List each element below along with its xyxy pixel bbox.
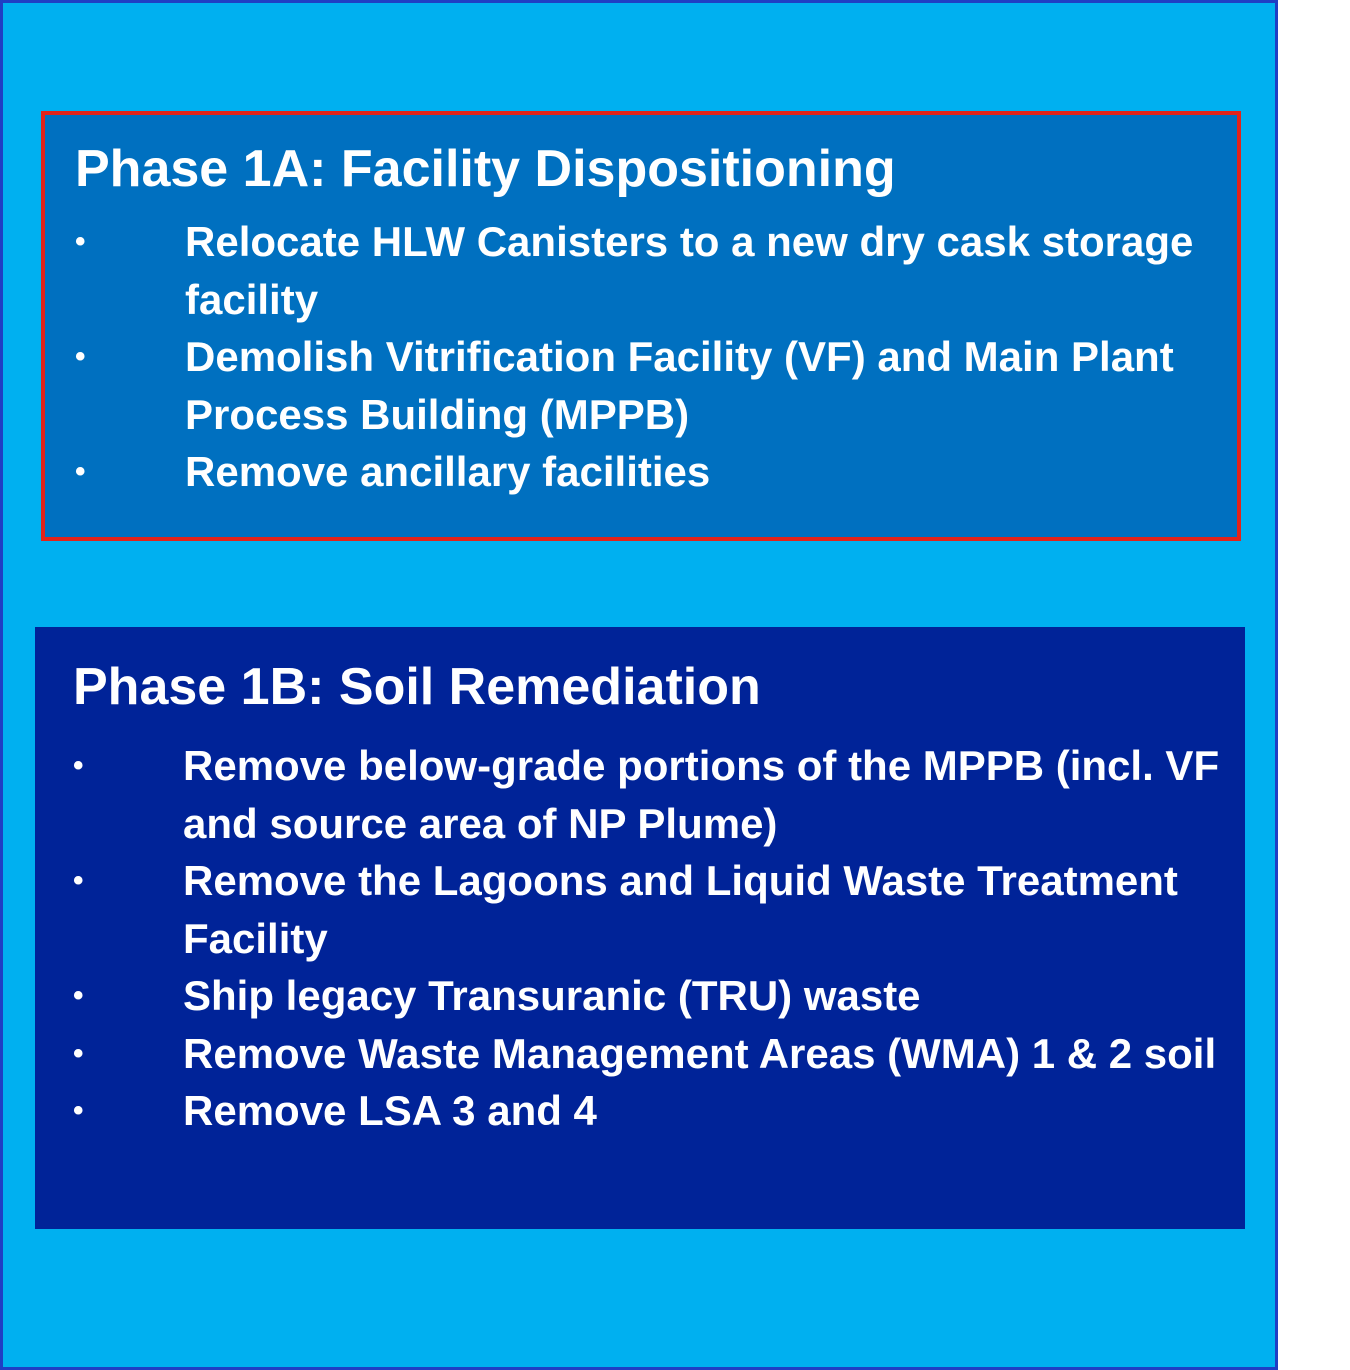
bullet-icon: •: [73, 749, 84, 782]
bullet-icon: •: [75, 340, 86, 373]
bullet-icon: •: [73, 1094, 84, 1127]
list-item-text: Remove the Lagoons and Liquid Waste Treatment Facility: [183, 857, 1178, 962]
phase-1b-panel: [35, 627, 1245, 1229]
list-item: [75, 328, 1235, 443]
list-item-text: Relocate HLW Canisters to a new dry cask storage facility: [185, 218, 1194, 323]
list-item: [73, 1025, 1243, 1083]
bullet-icon: •: [75, 225, 86, 258]
list-item-text: Remove LSA 3 and 4: [183, 1087, 597, 1134]
list-item-text: Remove below-grade portions of the MPPB (incl. VF and source area of NP Plume): [183, 742, 1220, 847]
bullet-icon: •: [73, 1036, 84, 1070]
bullet-icon: •: [73, 864, 84, 897]
list-item-text: Ship legacy Transuranic (TRU) waste: [183, 972, 921, 1019]
list-item: [75, 443, 1235, 501]
list-item: [73, 852, 1243, 967]
phase-1a-list: [75, 213, 1237, 501]
bullet-icon: •: [75, 455, 86, 488]
list-item-text: Demolish Vitrification Facility (VF) and Main Plant Process Building (MPPB): [185, 333, 1174, 438]
phase-1a-title: Phase 1A: Facility Dispositioning: [75, 140, 896, 198]
list-item: [75, 213, 1235, 328]
list-item-text: Remove ancillary facilities: [185, 448, 711, 495]
phase-1a-panel: [41, 111, 1241, 541]
list-item-text: Remove Waste Management Areas (WMA) 1 & 2 soil: [183, 1029, 1217, 1077]
list-item: [73, 967, 1243, 1025]
bullet-icon: •: [73, 979, 84, 1012]
phase-1b-title: Phase 1B: Soil Remediation: [73, 658, 761, 716]
list-item: [73, 1082, 1243, 1140]
list-item: [73, 737, 1243, 852]
phase-1b-list: [73, 737, 1245, 1140]
